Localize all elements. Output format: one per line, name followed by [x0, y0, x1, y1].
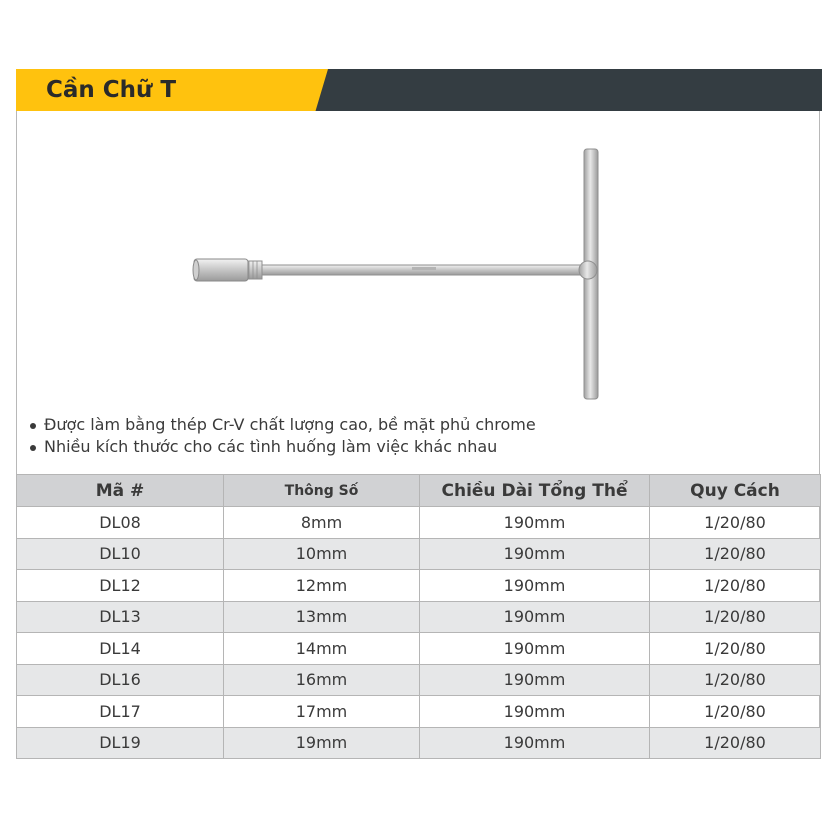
cell-code: DL12	[17, 570, 224, 602]
cell-length: 190mm	[420, 538, 650, 570]
cell-size: 17mm	[224, 696, 420, 728]
cell-size: 13mm	[224, 601, 420, 633]
cell-size: 14mm	[224, 633, 420, 665]
cell-code: DL19	[17, 727, 224, 759]
feature-list	[30, 414, 536, 458]
table-row	[17, 664, 821, 696]
table-row	[17, 538, 821, 570]
cell-size: 12mm	[224, 570, 420, 602]
cell-length: 190mm	[420, 633, 650, 665]
cell-packing: 1/20/80	[650, 507, 821, 539]
column-header-code: Mã #	[17, 475, 224, 507]
cell-size: 8mm	[224, 507, 420, 539]
feature-text: Được làm bằng thép Cr-V chất lượng cao, bề mặt phủ chrome	[44, 415, 536, 434]
cell-packing: 1/20/80	[650, 570, 821, 602]
table-row	[17, 601, 821, 633]
table-row	[17, 570, 821, 602]
column-header-packing: Quy Cách	[650, 475, 821, 507]
cell-length: 190mm	[420, 570, 650, 602]
cell-packing: 1/20/80	[650, 601, 821, 633]
cell-length: 190mm	[420, 601, 650, 633]
cell-code: DL17	[17, 696, 224, 728]
table-row	[17, 727, 821, 759]
feature-item	[30, 436, 536, 458]
cell-packing: 1/20/80	[650, 664, 821, 696]
cell-code: DL16	[17, 664, 224, 696]
feature-item	[30, 414, 536, 436]
table-header-row	[17, 475, 821, 507]
cell-packing: 1/20/80	[650, 696, 821, 728]
column-header-size: Thông Số	[224, 475, 420, 507]
feature-text: Nhiều kích thước cho các tình huống làm việc khác nhau	[44, 437, 498, 456]
bullet-dot-icon	[30, 445, 36, 451]
bullet-dot-icon	[30, 423, 36, 429]
spec-table	[16, 474, 821, 759]
cell-code: DL13	[17, 601, 224, 633]
page-title: Cần Chữ T	[46, 77, 177, 103]
cell-size: 19mm	[224, 727, 420, 759]
cell-size: 10mm	[224, 538, 420, 570]
cell-packing: 1/20/80	[650, 538, 821, 570]
cell-length: 190mm	[420, 664, 650, 696]
cell-code: DL10	[17, 538, 224, 570]
cell-size: 16mm	[224, 664, 420, 696]
cell-packing: 1/20/80	[650, 633, 821, 665]
t-handle-wrench-image	[190, 145, 610, 405]
header-bar	[16, 69, 822, 111]
table-row	[17, 507, 821, 539]
cell-length: 190mm	[420, 696, 650, 728]
cell-packing: 1/20/80	[650, 727, 821, 759]
table-row	[17, 696, 821, 728]
cell-length: 190mm	[420, 507, 650, 539]
cell-code: DL14	[17, 633, 224, 665]
table-row	[17, 633, 821, 665]
cell-code: DL08	[17, 507, 224, 539]
cell-length: 190mm	[420, 727, 650, 759]
column-header-length: Chiều Dài Tổng Thể	[420, 475, 650, 507]
